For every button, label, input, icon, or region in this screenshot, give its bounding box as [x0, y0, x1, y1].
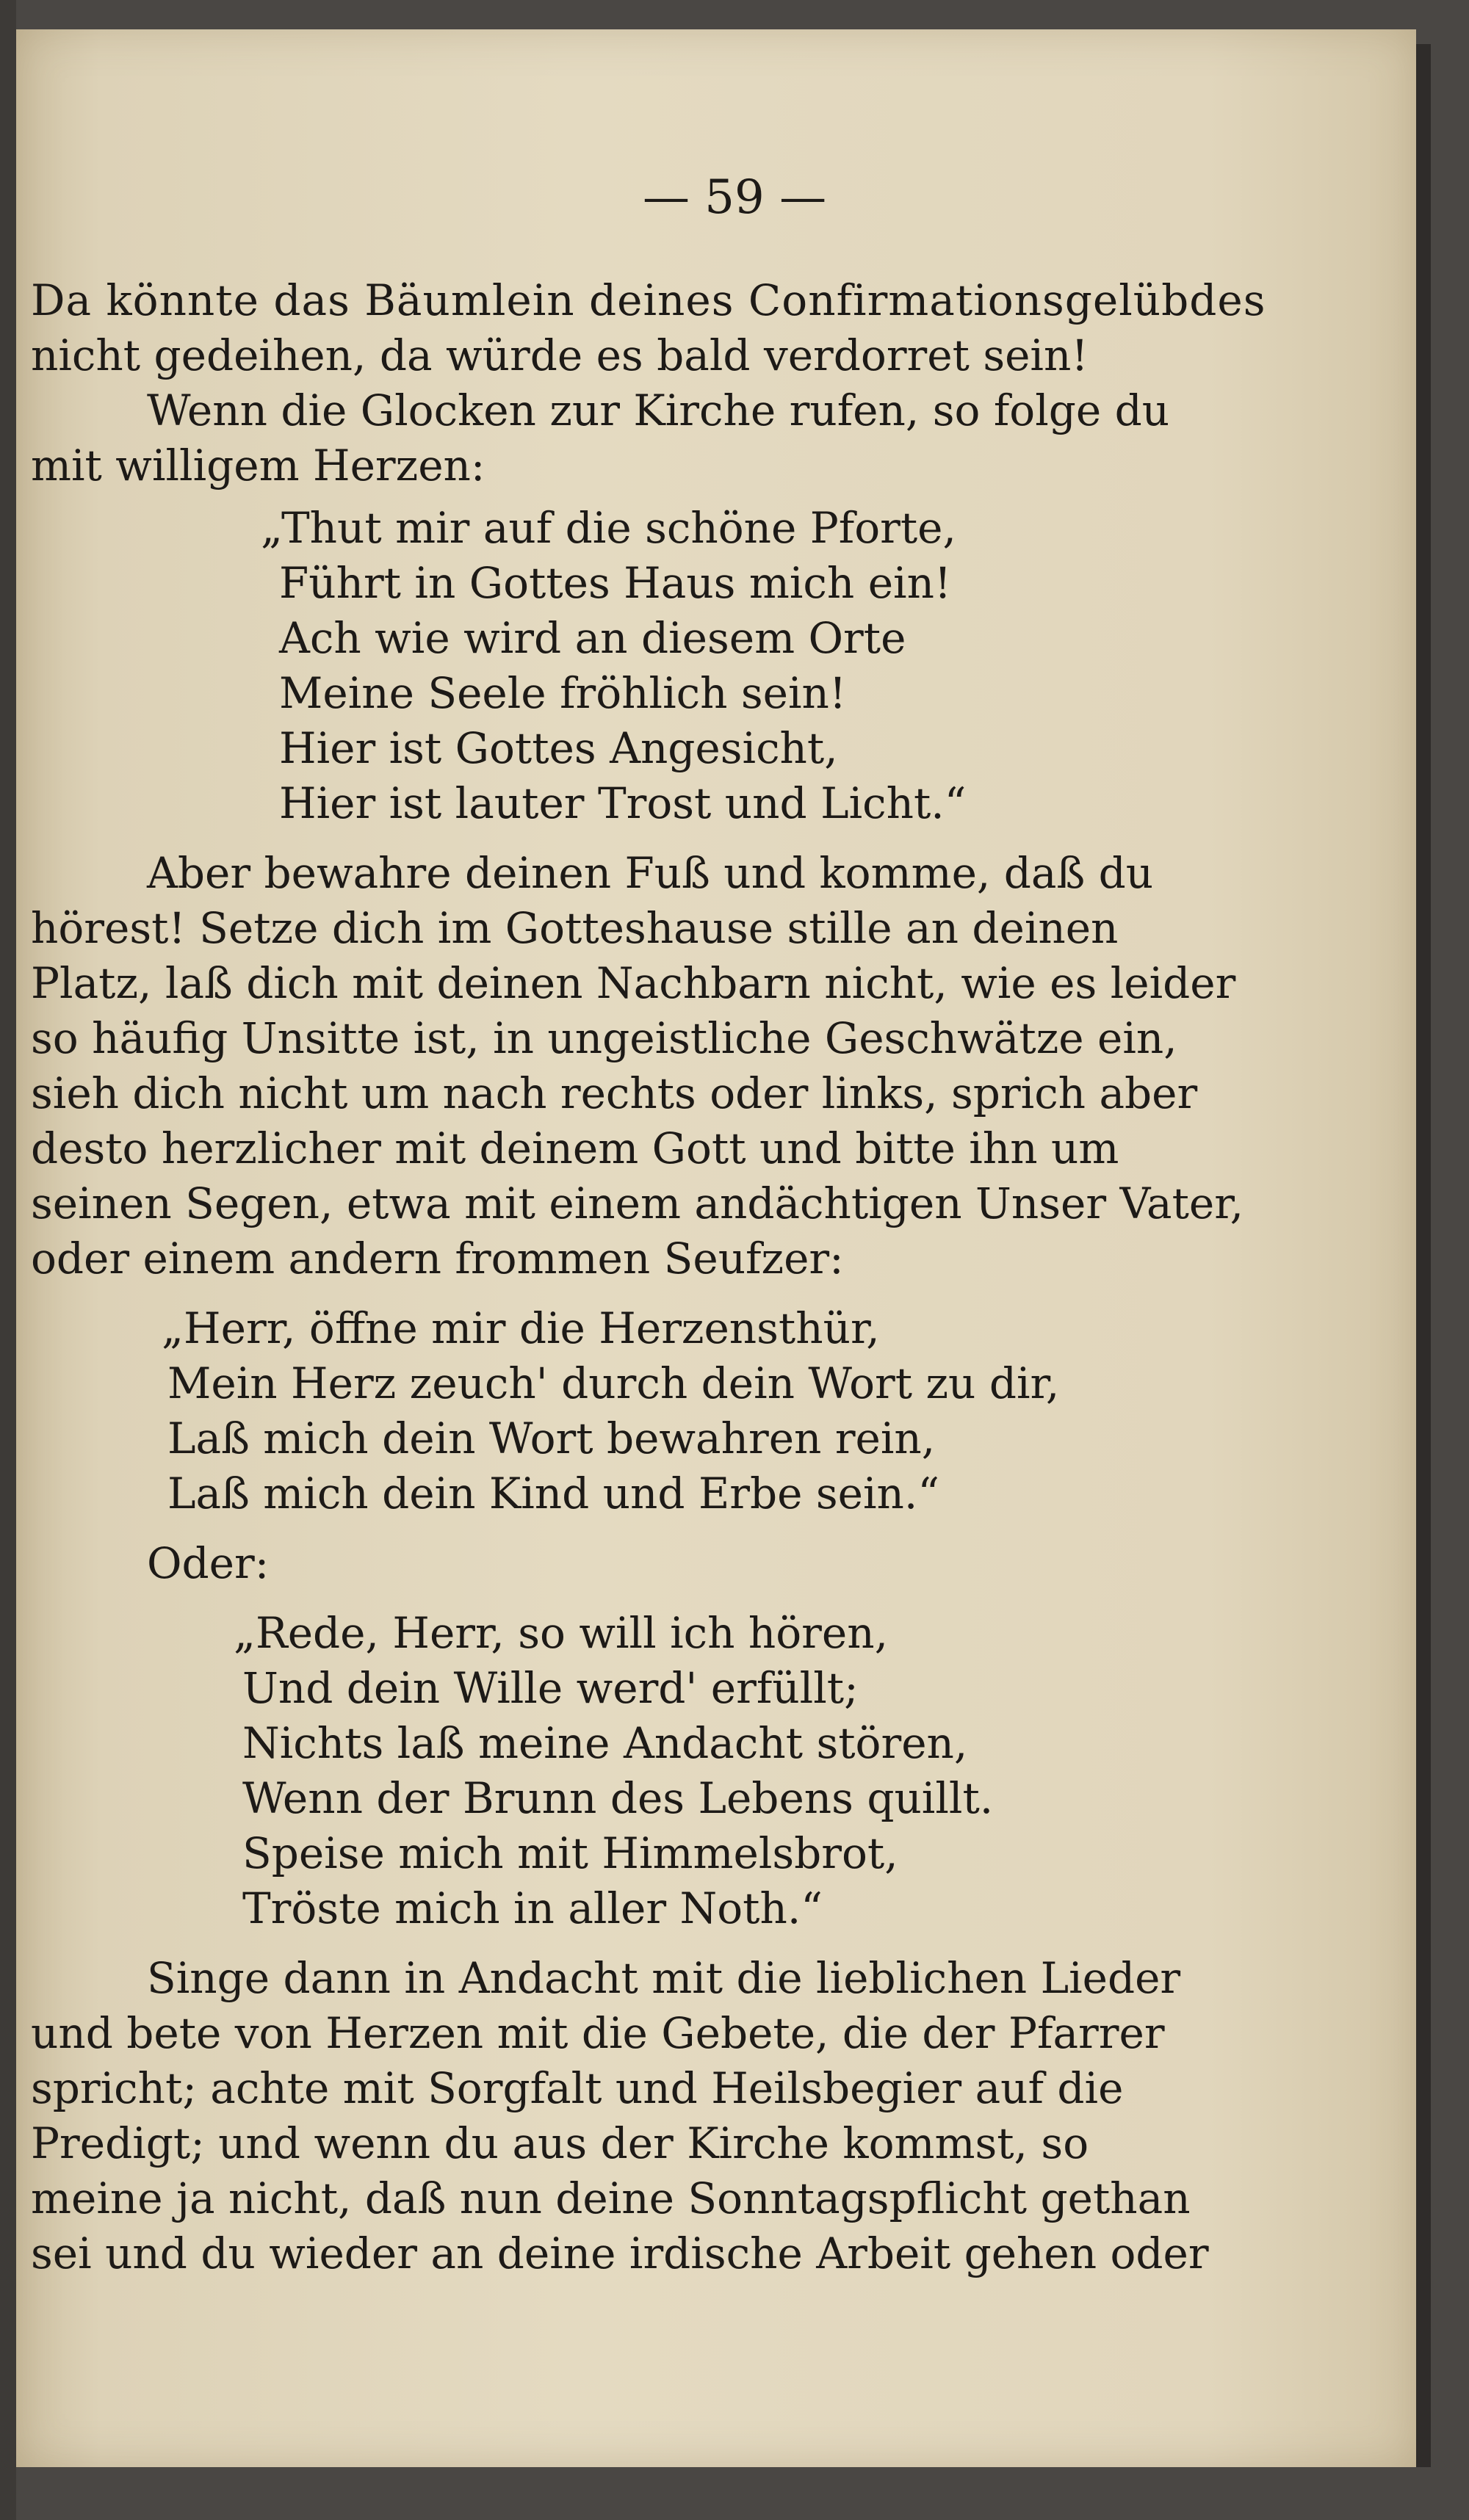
text-line: oder einem andern frommen Seufzer: — [31, 1234, 844, 1283]
verse-line: Tröste mich in aller Noth.“ — [242, 1883, 823, 1933]
verse-line: Und dein Wille werd' erfüllt; — [242, 1663, 859, 1713]
text-line: und bete von Herzen mit die Gebete, die der Pfarrer — [31, 2008, 1165, 2058]
text-line: seinen Segen, etwa mit einem andächtigen Unser Vater, — [31, 1178, 1244, 1228]
verse-line: Speise mich mit Himmelsbrot, — [242, 1828, 898, 1878]
verse-line: „Herr, öffne mir die Herzensthür, — [162, 1303, 880, 1353]
verse-line: Ach wie wird an diesem Orte — [279, 613, 906, 663]
text-line: Wenn die Glocken zur Kirche rufen, so folge du — [147, 385, 1170, 435]
text-line: Platz, laß dich mit deinen Nachbarn nicht, wie es leider — [31, 958, 1236, 1008]
text-line: sieh dich nicht um nach rechts oder links, sprich aber — [31, 1068, 1198, 1118]
verse-line: „Thut mir auf die schöne Pforte, — [261, 503, 956, 553]
text-line: hörest! Setze dich im Gotteshause stille an deinen — [31, 903, 1119, 953]
book-spine — [0, 0, 16, 2520]
verse-line: Wenn der Brunn des Lebens quillt. — [242, 1773, 994, 1823]
text-line: spricht; achte mit Sorgfalt und Heilsbegier auf die — [31, 2063, 1124, 2113]
text-line: Singe dann in Andacht mit die lieblichen Lieder — [147, 1953, 1181, 2003]
text-line: Predigt; und wenn du aus der Kirche kommst, so — [31, 2118, 1089, 2168]
verse-line: Führt in Gottes Haus mich ein! — [279, 558, 952, 608]
text-line: mit willigem Herzen: — [31, 441, 486, 490]
verse-line: Nichts laß meine Andacht stören, — [242, 1718, 968, 1768]
book-edge — [1416, 44, 1431, 2467]
text-line: so häufig Unsitte ist, in ungeistliche Geschwätze ein, — [31, 1013, 1177, 1063]
verse-line: Hier ist lauter Trost und Licht.“ — [279, 778, 967, 828]
verse-line: Mein Herz zeuch' durch dein Wort zu dir, — [167, 1358, 1060, 1408]
verse-line: Laß mich dein Wort bewahren rein, — [167, 1413, 936, 1463]
verse-line: Hier ist Gottes Angesicht, — [279, 723, 838, 773]
verse-line: Laß mich dein Kind und Erbe sein.“ — [167, 1469, 939, 1518]
text-line: Da könnte das Bäumlein deines Confirmationsgelübdes — [31, 275, 1266, 325]
text-line: Aber bewahre deinen Fuß und komme, daß du — [147, 848, 1154, 898]
text-line: desto herzlicher mit deinem Gott und bitte ihn um — [31, 1123, 1119, 1173]
page-number: — 59 — — [642, 170, 827, 225]
text-line: Oder: — [147, 1538, 270, 1588]
text-line: meine ja nicht, daß nun deine Sonntagspflicht gethan — [31, 2173, 1191, 2223]
text-line: nicht gedeihen, da würde es bald verdorret sein! — [31, 330, 1089, 380]
text-line: sei und du wieder an deine irdische Arbeit gehen oder — [31, 2228, 1209, 2278]
verse-line: Meine Seele fröhlich sein! — [279, 668, 847, 718]
verse-line: „Rede, Herr, so will ich hören, — [234, 1608, 889, 1658]
